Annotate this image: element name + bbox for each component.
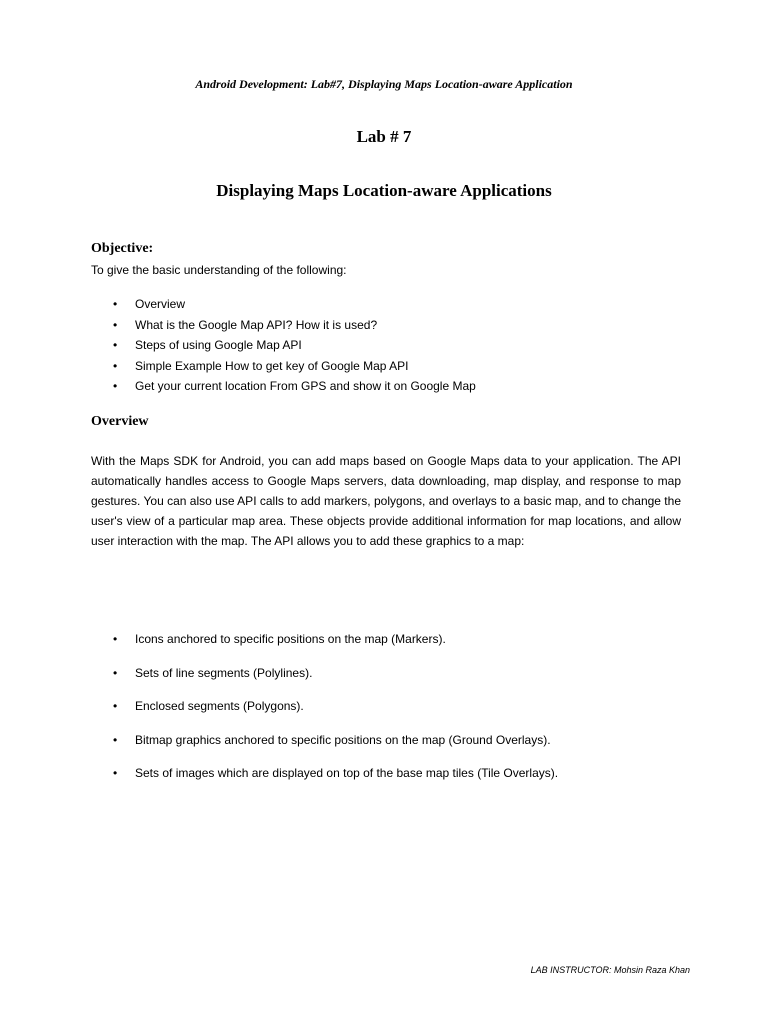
list-item — [91, 315, 476, 336]
list-item-text: Sets of line segments (Polylines). — [135, 665, 313, 680]
list-item — [91, 765, 558, 799]
bullet-icon: • — [113, 732, 118, 747]
bullet-icon: • — [113, 358, 118, 373]
list-item-text: Icons anchored to specific positions on the map (Markers). — [135, 632, 446, 646]
bullet-icon: • — [113, 338, 118, 352]
list-item — [91, 631, 558, 665]
bullet-icon: • — [113, 317, 118, 332]
footer-instructor: LAB INSTRUCTOR: Mohsin Raza Khan — [530, 965, 690, 975]
list-item-text: Sets of images which are displayed on top of the base map tiles (Tile Overlays). — [135, 766, 559, 780]
bullet-icon: • — [113, 766, 118, 780]
lab-number: Lab # 7 — [356, 127, 412, 146]
page-title: Displaying Maps Location-aware Applications — [216, 181, 552, 200]
list-item — [91, 335, 476, 356]
graphics-list — [91, 631, 558, 799]
list-item-text: Overview — [135, 297, 186, 311]
list-item-text: What is the Google Map API? How it is used? — [135, 317, 378, 332]
bullet-icon: • — [113, 297, 118, 311]
overview-paragraph: With the Maps SDK for Android, you can add maps based on Google Maps data to your application. The API automatically handles access to Google Maps servers, data downloading, map display, and response to map gestures. You can also use API calls to add markers, polygons, and overlays to a basic map, and to change the user's view of a particular map area. These objects provide additional information for map locations, and allow user interaction with the map. The API allows you to add these graphics to a map: — [91, 454, 681, 548]
objective-intro: To give the basic understanding of the following: — [91, 263, 347, 277]
bullet-icon: • — [113, 632, 118, 646]
list-item-text: Get your current location From GPS and show it on Google Map — [135, 379, 476, 393]
bullet-icon: • — [113, 699, 118, 713]
list-item-text: Bitmap graphics anchored to specific positions on the map (Ground Overlays). — [135, 732, 551, 747]
objective-list — [91, 294, 476, 397]
bullet-icon: • — [113, 379, 118, 393]
list-item — [91, 376, 476, 397]
list-item-text: Enclosed segments (Polygons). — [135, 699, 304, 713]
list-item-text: Steps of using Google Map API — [135, 338, 302, 352]
running-header: Android Development: Lab#7, Displaying Maps Location-aware Application — [195, 77, 573, 91]
list-item — [91, 732, 558, 766]
list-item — [91, 698, 558, 732]
overview-heading: Overview — [91, 414, 149, 429]
list-item — [91, 665, 558, 699]
list-item — [91, 356, 476, 377]
bullet-icon: • — [113, 665, 118, 680]
objective-heading: Objective: — [91, 241, 154, 256]
list-item-text: Simple Example How to get key of Google Map API — [135, 358, 409, 373]
list-item — [91, 294, 476, 315]
